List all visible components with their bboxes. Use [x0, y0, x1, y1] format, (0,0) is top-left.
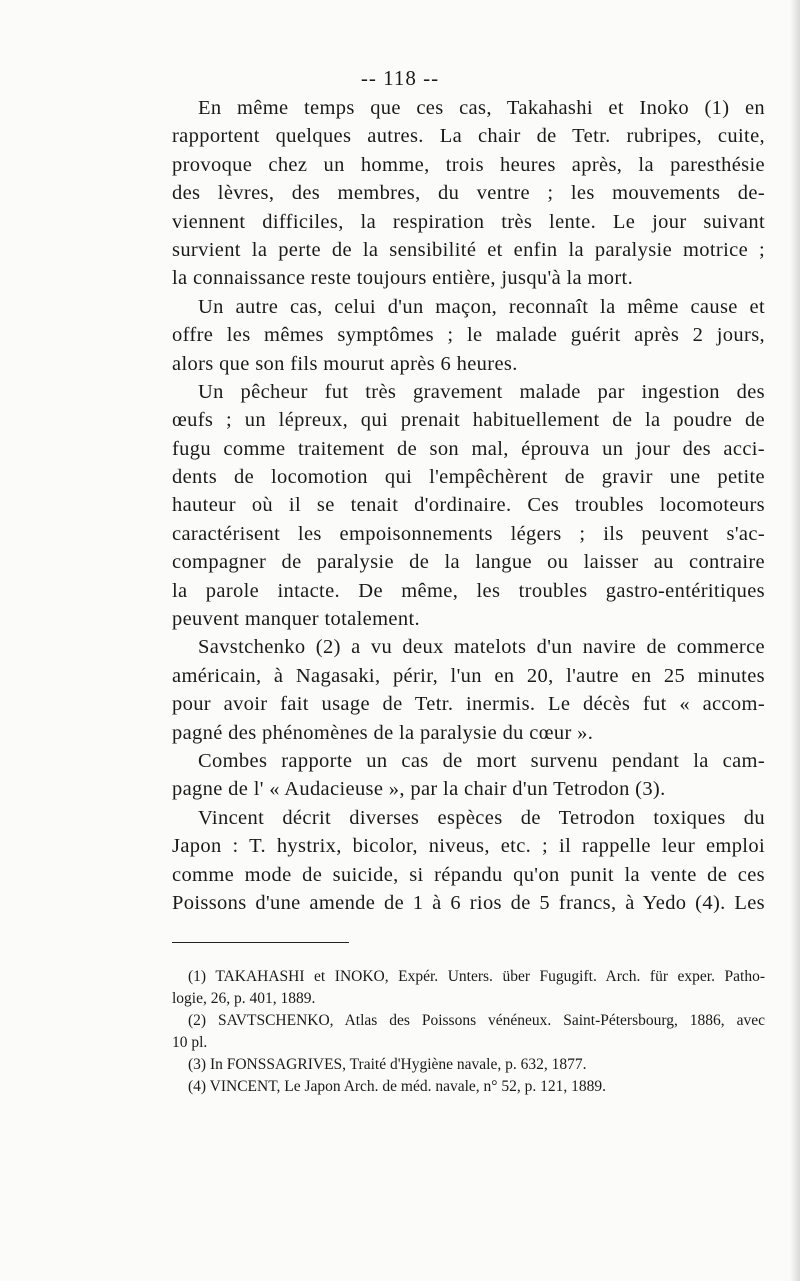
text-line: En même temps que ces cas, Takahashi et Inoko (1) en	[198, 97, 765, 119]
text-line: survient la perte de la sensibilité et enfin la paralysie motrice ;	[172, 238, 765, 261]
text-line: la connaissance reste toujours entière, jusqu'à la mort.	[172, 267, 634, 290]
text-line: pour avoir fait usage de Tetr. inermis. Le décès fut « accom-	[172, 693, 765, 716]
text-line: compagner de paralysie de la langue ou laisser au contraire	[172, 551, 765, 574]
footnote-separator	[172, 942, 349, 943]
text-line: Combes rapporte un cas de mort survenu pendant la cam-	[198, 749, 765, 772]
text-line: la parole intacte. De même, les troubles gastro-entéritiques	[172, 579, 765, 602]
text-line: Un pêcheur fut très gravement malade par ingestion des	[198, 380, 765, 403]
text-line: rapportent quelques autres. La chair de Tetr. rubripes, cuite,	[172, 125, 765, 148]
text-line: pagné des phénomènes de la paralysie du cœur ».	[172, 721, 594, 744]
text-line: fugu comme traitement de son mal, éprouva un jour des acci-	[172, 437, 765, 460]
text-line: caractérisent les empoisonnements légers ; ils peuvent s'ac-	[172, 522, 765, 545]
text-line: peuvent manquer totalement.	[172, 608, 420, 631]
footnote-line: 10 pl.	[172, 1034, 208, 1051]
text-line: alors que son fils mourut après 6 heures.	[172, 352, 518, 375]
text-line: Savstchenko (2) a vu deux matelots d'un navire de commerce	[198, 636, 765, 659]
page-edge-shadow	[790, 0, 800, 1281]
text-line: Vincent décrit diverses espèces de Tetrodon toxiques du	[198, 806, 765, 829]
text-line: viennent difficiles, la respiration très lente. Le jour suivant	[172, 210, 765, 233]
text-line: américain, à Nagasaki, périr, l'un en 20, l'autre en 25 minutes	[172, 664, 765, 687]
footnote-line: (1) TAKAHASHI et INOKO, Expér. Unters. über Fugugift. Arch. für exper. Patho-	[188, 968, 765, 985]
footnote-line: (2) SAVTSCHENKO, Atlas des Poissons vénéneux. Saint-Pétersbourg, 1886, avec	[188, 1012, 765, 1029]
text-line: Japon : T. hystrix, bicolor, niveus, etc. ; il rappelle leur emploi	[172, 835, 765, 858]
main-text	[172, 94, 765, 917]
page-number: -- 118 --	[360, 66, 440, 90]
text-line: Un autre cas, celui d'un maçon, reconnaît la même cause et	[198, 295, 765, 318]
text-line: des lèvres, des membres, du ventre ; les mouvements de-	[172, 182, 765, 205]
footnote-line: (4) VINCENT, Le Japon Arch. de méd. navale, n° 52, p. 121, 1889.	[188, 1078, 607, 1095]
text-line: comme mode de suicide, si répandu qu'on punit la vente de ces	[172, 863, 765, 886]
text-line: Poissons d'une amende de 1 à 6 rios de 5 francs, à Yedo (4). Les	[172, 891, 765, 914]
text-line: provoque chez un homme, trois heures après, la paresthésie	[172, 153, 765, 176]
footnote-line: logie, 26, p. 401, 1889.	[172, 990, 316, 1007]
footnote-line: (3) In FONSSAGRIVES, Traité d'Hygiène navale, p. 632, 1877.	[188, 1056, 587, 1073]
text-line: hauteur où il se tenait d'ordinaire. Ces troubles locomoteurs	[172, 494, 765, 517]
text-line: dents de locomotion qui l'empêchèrent de gravir une petite	[172, 466, 765, 489]
text-line: pagne de l' « Audacieuse », par la chair d'un Tetrodon (3).	[172, 778, 666, 801]
text-line: œufs ; un lépreux, qui prenait habituellement de la poudre de	[172, 409, 765, 432]
text-line: offre les mêmes symptômes ; le malade guérit après 2 jours,	[172, 324, 765, 347]
footnotes	[172, 966, 765, 1098]
